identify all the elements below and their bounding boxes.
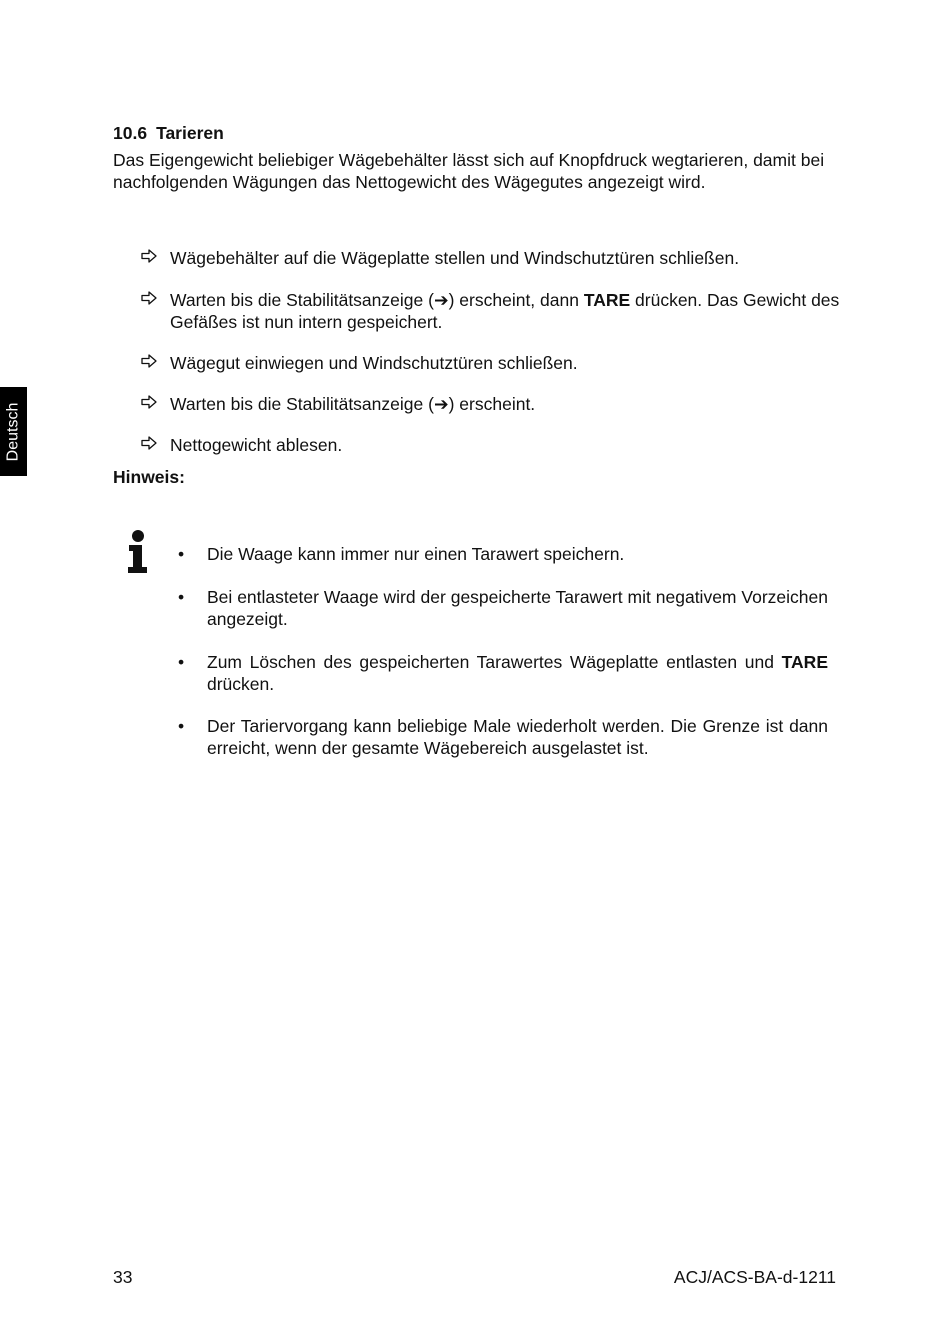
- bullet-text: Zum Löschen des gespeicherten Tarawertes Wägeplatte entlasten und TARE drücken.: [207, 652, 828, 694]
- stability-arrow-icon: ➔: [433, 394, 449, 414]
- hollow-arrow-icon: [141, 393, 170, 415]
- bullet-text: Der Tariervorgang kann beliebige Male wiederholt werden. Die Grenze ist dann erreicht, wenn der gesamte Wägebereich ausgelastet ist.: [207, 716, 828, 758]
- tare-key-label: TARE: [583, 290, 631, 310]
- step-text: Wägegut einwiegen und Windschutztüren schließen.: [170, 353, 578, 373]
- note-bullet: [178, 543, 828, 565]
- bullet-dot-icon: •: [178, 544, 185, 564]
- language-tab-label: Deutsch: [4, 402, 22, 461]
- bullet-dot-icon: •: [178, 652, 185, 672]
- note-bullet: [178, 651, 828, 695]
- stability-arrow-icon: ➔: [433, 290, 449, 310]
- hollow-arrow-icon: [141, 352, 170, 374]
- hollow-arrow-icon: [141, 247, 170, 269]
- step-item: [141, 289, 841, 333]
- language-tab: [0, 387, 27, 476]
- bullet-dot-icon: •: [178, 716, 185, 736]
- bullet-text: Bei entlasteter Waage wird der gespeicherte Tarawert mit negativem Vorzeichen angezeigt.: [207, 587, 828, 629]
- note-label: Hinweis:: [113, 467, 185, 487]
- info-icon: [124, 530, 152, 574]
- note-bullet: [178, 586, 828, 630]
- step-item: [141, 393, 841, 415]
- section-title: Tarieren: [156, 123, 224, 143]
- bullet-dot-icon: •: [178, 587, 185, 607]
- hollow-arrow-icon: [141, 289, 170, 333]
- note-bullet: [178, 715, 828, 759]
- step-text: Warten bis die Stabilitätsanzeige (➔) erscheint.: [170, 394, 536, 414]
- step-text: Nettogewicht ablesen.: [170, 435, 343, 455]
- step-text: Warten bis die Stabilitätsanzeige (➔) erscheint, dann TARE drücken. Das Gewicht des Gefäßes ist nun intern gespeichert.: [170, 290, 840, 332]
- page-number: 33: [113, 1267, 133, 1287]
- tare-key-label: TARE: [781, 652, 828, 672]
- section-intro: Das Eigengewicht beliebiger Wägebehälter lässt sich auf Knopfdruck wegtarieren, damit bei nachfolgenden Wägungen das Nettogewicht des Wägegutes angezeigt wird.: [113, 150, 825, 192]
- step-text: Wägebehälter auf die Wägeplatte stellen und Windschutztüren schließen.: [170, 248, 740, 268]
- section-number: 10.6: [113, 123, 148, 143]
- step-item: [141, 352, 841, 374]
- bullet-text: Die Waage kann immer nur einen Tarawert speichern.: [207, 544, 625, 564]
- hollow-arrow-icon: [141, 434, 170, 456]
- step-item: [141, 247, 841, 269]
- step-item: [141, 434, 841, 456]
- document-id: ACJ/ACS-BA-d-1211: [673, 1267, 836, 1287]
- section-heading: [113, 122, 224, 144]
